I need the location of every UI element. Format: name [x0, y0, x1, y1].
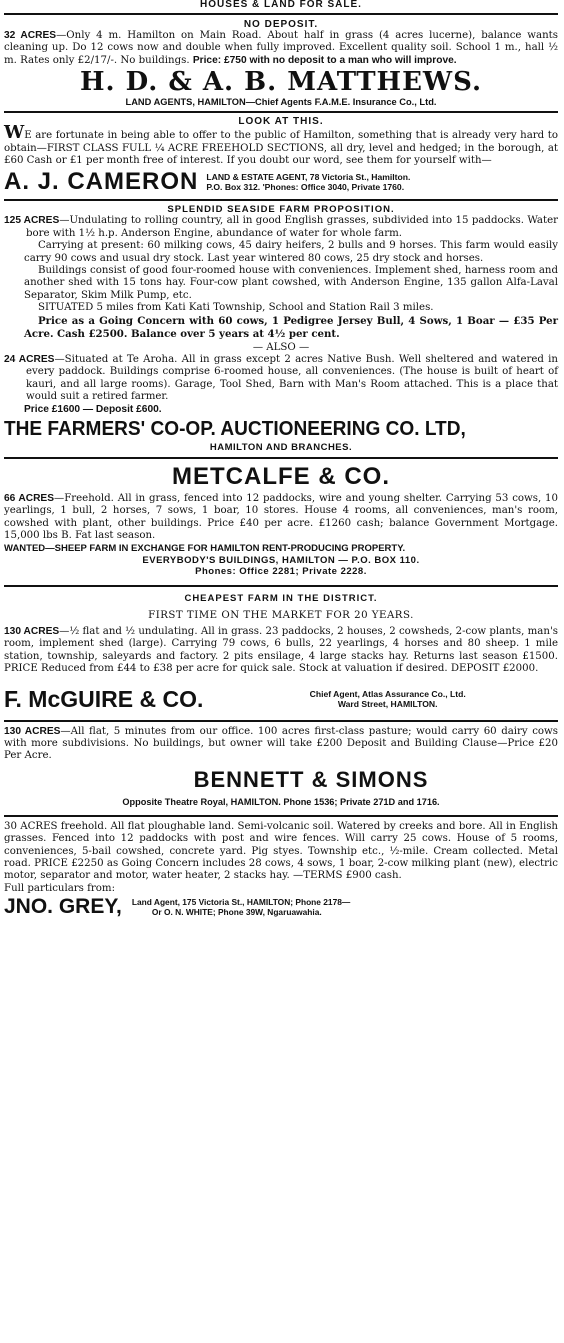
ad-heading: CHEAPEST FARM IN THE DISTRICT. [184, 592, 378, 604]
ad-jno-grey [4, 817, 558, 919]
agent-contact [206, 172, 410, 192]
ad-heading: SPLENDID SEASIDE FARM PROPOSITION. [167, 204, 395, 216]
ad-text: E are fortunate in being able to offer to the public of Hamilton, something that is already very hard to obtain—FIRST CLASS FULL ¼ ACRE FREEHOLD SECTIONS, all dry, level and hedged; in the borough, at £60 Cash or £1 per month free of interest. If you doubt our word, see them for yourself with— [4, 130, 558, 167]
agent-name: A. J. CAMERON [4, 168, 199, 196]
agent-contact [132, 897, 350, 917]
ad-body [4, 726, 558, 763]
page-header: HOUSES & LAND FOR SALE. [200, 0, 362, 10]
drop-cap: W [4, 122, 25, 144]
agent-subline: LAND AGENTS, HAMILTON—Chief Agents F.A.M.E. Insurance Co., Ltd. [125, 97, 437, 108]
also-separator: — ALSO — [252, 341, 310, 353]
ad-farmers-coop [4, 201, 558, 453]
agent-name: METCALFE & CO. [172, 462, 390, 490]
agent-phones: P.O. Box 312. 'Phones: Office 3040, Private 1760. [206, 182, 405, 193]
agent-block [4, 895, 558, 919]
agent-street: Ward Street, HAMILTON. [337, 698, 438, 709]
ad-body: 30 ACRES freehold. All flat ploughable land. Semi-volcanic soil. Watered by creeks and bore. All in English grasses. Fenced into 12 paddocks with post and wire fences. Will carry 25 cows. House of 5 rooms, conveniences, 5-bail cowshed, concrete yard. Pig styes. Township etc., ½-mile. Cream collected. Metal road. PRICE £2250 as Going Concern includes 28 cows, 4 sows, 1 boar, 2-cow milking plant (new), electric motor, separator and motor, water heater, 2 stacks hay. —TERMS £900 cash. [4, 820, 558, 882]
ad-heading: NO DEPOSIT. [243, 19, 319, 30]
ad-paragraph: Carrying at present: 60 milking cows, 45 dairy heifers, 2 bulls and 9 horses. This farm would easily carry 90 cows and usual dry stock. Last year wintered 80 cows, 25 dry stock and horses. [24, 240, 558, 264]
agent-block [4, 686, 558, 712]
ad-price-paragraph [4, 315, 558, 342]
agent-block [4, 169, 558, 195]
acres-label: 24 ACRES [4, 353, 55, 365]
acres-label: 130 ACRES [4, 625, 60, 637]
ad-text: —½ flat and ½ undulating. All in grass. 23 paddocks, 2 houses, 2 cowsheds, 2-cow plants, man's room, implement shed (large). Carrying 79 cows, 6 bulls, 22 yearlings, 4 horses and 80 sheep. 1 mile station, township, saleyards and factory. 2 pits ensilage, 4 large stacks hay. Returns last season £1500. PRICE Reduced from £44 to £38 per acre for quick sale. Stock at valuation if desired. DEPOSIT £2000. [4, 625, 558, 675]
agent-name: F. McGUIRE & CO. [4, 685, 204, 712]
agent-name: THE FARMERS' CO-OP. AUCTIONEERING CO. LTD, [4, 416, 466, 440]
ad-price: Price £1600 — Deposit £600. [24, 403, 162, 415]
ad-heading: LOOK AT THIS. [238, 116, 324, 128]
ad-price-paragraph [4, 404, 558, 416]
ad-matthews [4, 15, 558, 107]
ad-price: Price: £750 with no deposit to a man who will improve. [192, 54, 457, 66]
ad-text: —Situated at Te Aroha. All in grass except 2 acres Native Bush. Well sheltered and watered in every paddock. Buildings comprise 6-roomed house, all conveniences. (The house is built of heart of kauri, and all large rooms). Garage, Tool Shed, Barn with Man's Room attached. This is a place that would suit a retired farmer. [26, 353, 558, 403]
agent-alt-contact: Or O. N. WHITE; Phone 39W, Ngaruawahia. [151, 907, 322, 918]
acres-label: 130 ACRES [4, 725, 61, 737]
ad-text: —Only 4 m. Hamilton on Main Road. About half in grass (4 acres lucerne), balance wants cleaning up. Do 12 cows now and double when fully improved. Excellent quality soil. School 1 m., hall ½ m. Rates only £2/17/-. No buildings. [4, 30, 558, 66]
agent-address: EVERYBODY'S BUILDINGS, HAMILTON — P.O. BOX 110. [142, 554, 420, 566]
agent-name: JNO. GREY, [4, 895, 122, 919]
agent-address: Land Agent, 175 Victoria St., HAMILTON; Phone 2178— [131, 897, 351, 908]
agent-name: BENNETT & SIMONS [193, 766, 429, 792]
ad-paragraph: Buildings consist of good four-roomed house with conveniences. Implement shed, harness room and another shed with 15 tons hay. Four-cow plant cowshed, with Anderson Engine, 135 gallon Alfa-Laval Separator, Skim Milk Pump, etc. [24, 265, 558, 301]
agent-address: Chief Agent, Atlas Assurance Co., Ltd. [309, 688, 466, 699]
ad-mcguire [4, 587, 558, 712]
ad-text: —Freehold. All in grass, fenced into 12 paddocks, wire and young shelter. Carrying 53 cows, 10 yearlings, 1 bull, 2 horses, 7 sows, 1 boar, 10 stores. House 4 rooms, all conveniences, man's room, cowshed with plant, other buildings. Price £40 per acre. £1260 cash; balance Government Mortgage. 15,000 lbs B. Fat last season. [4, 492, 558, 542]
agent-address: LAND & ESTATE AGENT, 78 Victoria St., Hamilton. [206, 172, 411, 183]
acres-label: 125 ACRES [4, 215, 60, 227]
agent-address: Opposite Theatre Royal, HAMILTON. Phone 1536; Private 271D and 1716. [122, 796, 440, 807]
ad-body [4, 626, 558, 676]
agent-phones: Phones: Office 2281; Private 2228. [195, 565, 367, 577]
ad-subheading: FIRST TIME ON THE MARKET FOR 20 YEARS. [148, 609, 414, 621]
agent-name: H. D. & A. B. MATTHEWS. [79, 67, 483, 98]
ad-price: Price as a Going Concern with 60 cows, 1 Pedigree Jersey Bull, 4 Sows, 1 Boar — £35 Per Acre. Cash £2500. Balance over 5 years at 4½ per cent. [24, 314, 558, 341]
ad-paragraph: SITUATED 5 miles from Kati Kati Township, School and Station Rail 3 miles. [38, 302, 434, 314]
ad-body [4, 354, 558, 404]
ad-bennett-simons [4, 722, 558, 807]
acres-label: 32 ACRES [4, 30, 57, 41]
agent-subline: HAMILTON AND BRANCHES. [209, 441, 353, 453]
agent-contact [217, 689, 558, 709]
ad-cameron [4, 113, 558, 195]
ad-body [4, 215, 558, 240]
ad-body [4, 30, 558, 67]
ad-wanted: WANTED—SHEEP FARM IN EXCHANGE FOR HAMILTON RENT-PRODUCING PROPERTY. [4, 542, 406, 554]
ad-text: —Undulating to rolling country, all in good English grasses, subdivided into 15 paddocks. Water bore with 1½ h.p. Anderson Engine, abundance of water for whole farm. [26, 215, 558, 239]
ad-text: —All flat, 5 minutes from our office. 100 acres first-class pasture; would carry 60 dairy cows with more subdivisions. No buildings, but owner will take £200 Deposit and Building Clause—Price £20 Per Acre. [4, 725, 558, 762]
ad-full-particulars: Full particulars from: [4, 882, 116, 894]
ad-body [4, 493, 558, 543]
acres-label: 66 ACRES [4, 492, 55, 504]
ad-metcalfe [4, 459, 558, 577]
